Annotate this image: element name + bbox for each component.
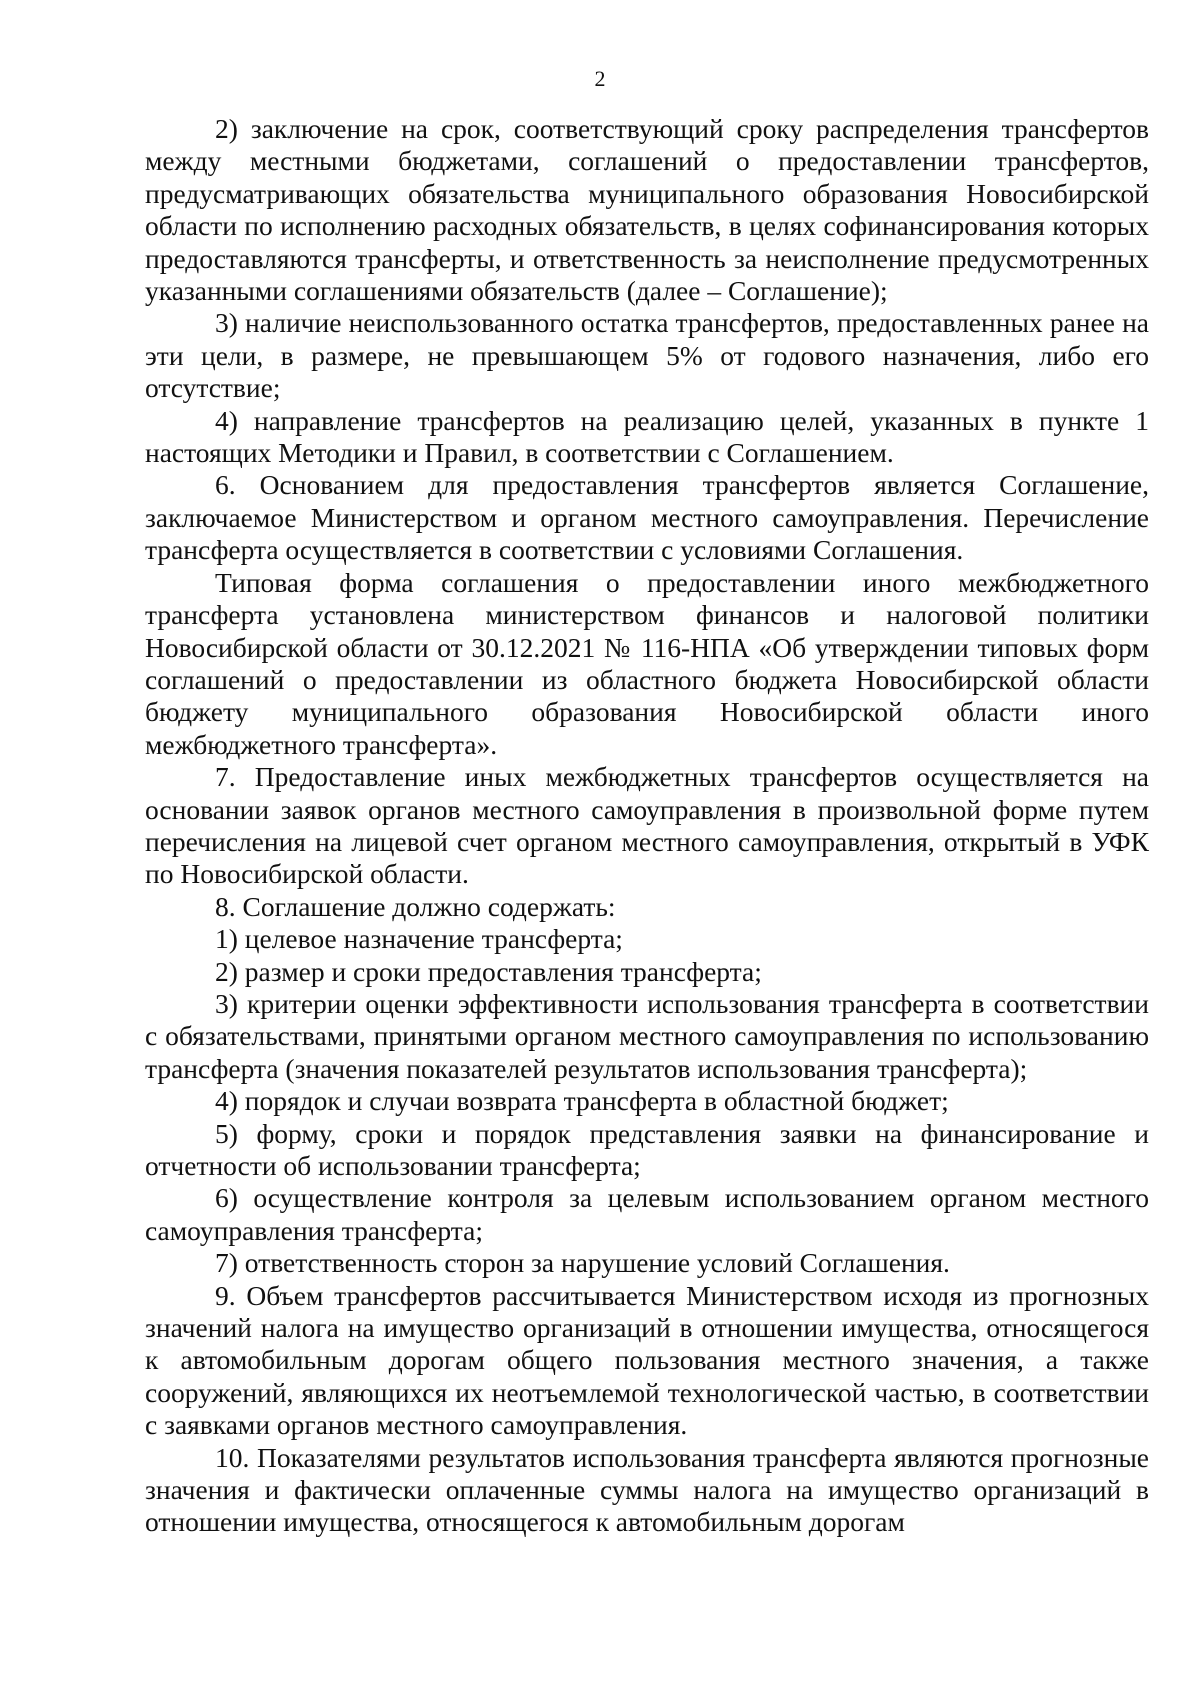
paragraph-section-8: 8. Соглашение должно содержать: xyxy=(215,890,616,922)
paragraph-section-10: 10. Показателями результатов использования трансферта являются прогнозные значения и фактически оплаченные суммы налога на имущество организаций в отношении имущества, относящегося к автомобильным дорогам xyxy=(145,1441,1149,1538)
paragraph-section-8-item-1: 1) целевое назначение трансферта; xyxy=(215,923,623,955)
document-body xyxy=(145,113,1149,1539)
paragraph-item-2: 2) заключение на срок, соответствующий сроку распределения трансфертов между местными бюджетами, соглашений о предоставлении трансфертов, предусматривающих обязательства муниципального образования Новосибирской области по исполнению расходных обязательств, в целях софинансирования которых предоставляются трансферты, и ответственность за неисполнение предусмотренных указанными соглашениями обязательств (далее – Соглашение); xyxy=(145,113,1149,307)
paragraph-section-9: 9. Объем трансфертов рассчитывается Министерством исходя из прогнозных значений налога на имущество организаций в отношении имущества, относящегося к автомобильным дорогам общего пользования местного значения, а также сооружений, являющихся их неотъемлемой технологической частью, в соответствии с заявками органов местного самоуправления. xyxy=(145,1279,1149,1441)
paragraph-section-8-item-6: 6) осуществление контроля за целевым использованием органом местного самоуправления трансферта; xyxy=(145,1182,1149,1246)
paragraph-section-7: 7. Предоставление иных межбюджетных трансфертов осуществляется на основании заявок органов местного самоуправления в произвольной форме путем перечисления на лицевой счет органом местного самоуправления, открытый в УФК по Новосибирской области. xyxy=(145,761,1149,890)
page-number: 2 xyxy=(594,66,606,91)
paragraph-section-6: 6. Основанием для предоставления трансфертов является Соглашение, заключаемое Министерством и органом местного самоуправления. Перечисление трансферта осуществляется в соответствии с условиями Соглашения. xyxy=(145,469,1149,566)
paragraph-standard-form: Типовая форма соглашения о предоставлении иного межбюджетного трансферта установлена министерством финансов и налоговой политики Новосибирской области от 30.12.2021 № 116-НПА «Об утверждении типовых форм соглашений о предоставлении из областного бюджета Новосибирской области бюджету муниципального образования Новосибирской области иного межбюджетного трансферта». xyxy=(145,566,1149,760)
paragraph-section-8-item-3: 3) критерии оценки эффективности использования трансферта в соответствии с обязательствами, принятыми органом местного самоуправления по использованию трансферта (значения показателей результатов использования трансферта); xyxy=(145,987,1149,1084)
paragraph-section-8-item-4: 4) порядок и случаи возврата трансферта в областной бюджет; xyxy=(215,1085,949,1117)
paragraph-section-8-item-5: 5) форму, сроки и порядок представления заявки на финансирование и отчетности об использовании трансферта; xyxy=(145,1117,1149,1181)
paragraph-item-3: 3) наличие неиспользованного остатка трансфертов, предоставленных ранее на эти цели, в размере, не превышающем 5% от годового назначения, либо его отсутствие; xyxy=(145,307,1149,404)
paragraph-item-4: 4) направление трансфертов на реализацию целей, указанных в пункте 1 настоящих Методики и Правил, в соответствии с Соглашением. xyxy=(145,404,1149,469)
paragraph-section-8-item-7: 7) ответственность сторон за нарушение условий Соглашения. xyxy=(215,1247,950,1279)
paragraph-section-8-item-2: 2) размер и сроки предоставления трансферта; xyxy=(215,955,762,987)
